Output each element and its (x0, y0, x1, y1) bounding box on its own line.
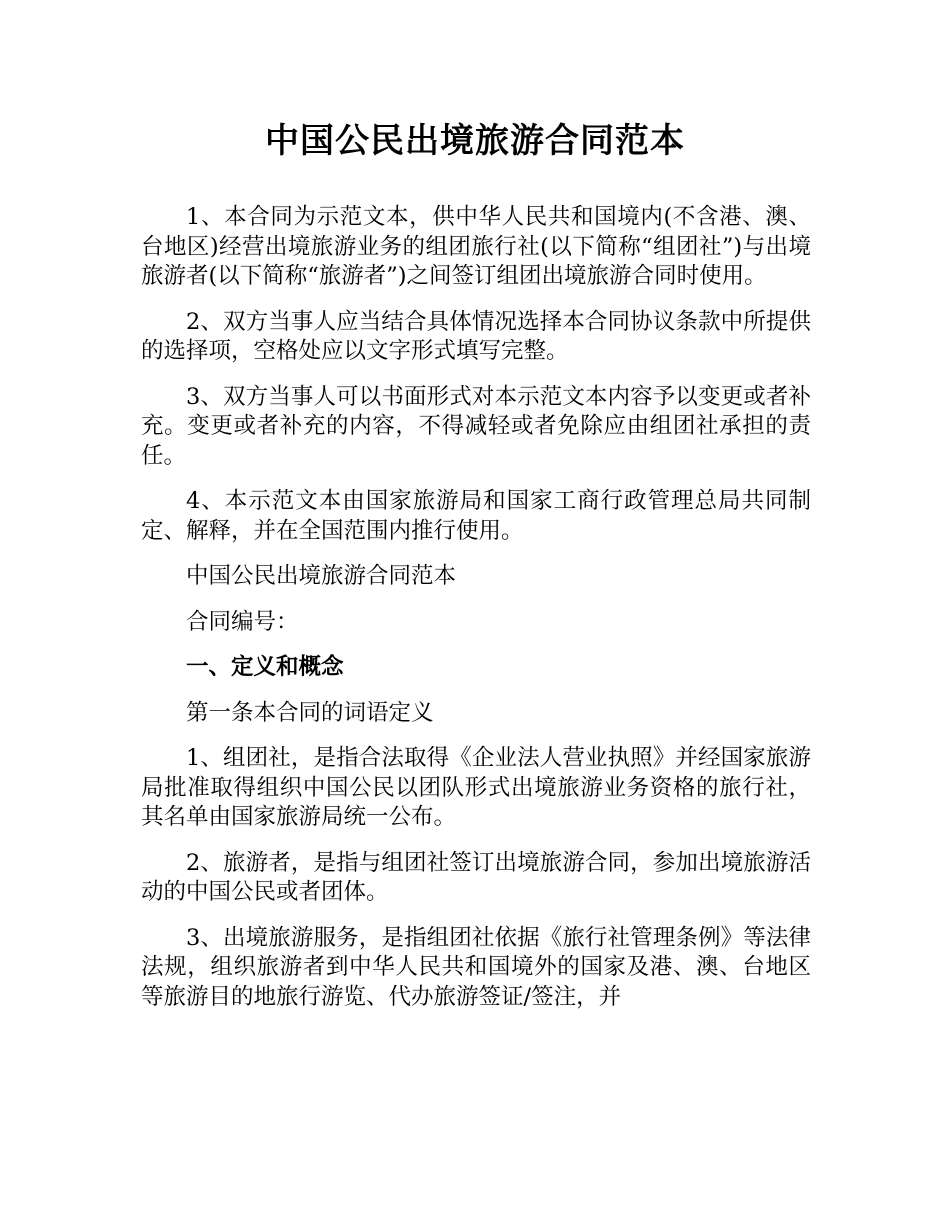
paragraph-instruction-4: 4、本示范文本由国家旅游局和国家工商行政管理总局共同制定、解释，并在全国范围内推行使用。 (141, 488, 811, 544)
definition-traveler: 2、旅游者，是指与组团社签订出境旅游合同，参加出境旅游活动的中国公民或者团体。 (141, 849, 811, 905)
paragraph-instruction-3: 3、双方当事人可以书面形式对本示范文本内容予以变更或者补充。变更或者补充的内容，不得减轻或者免除应由组团社承担的责任。 (141, 383, 811, 469)
paragraph-instruction-1: 1、本合同为示范文本，供中华人民共和国境内(不含港、澳、台地区)经营出境旅游业务的组团旅行社(以下简称“组团社”)与出境旅游者(以下简称“旅游者”)之间签订组团出境旅游合同时使用。 (141, 204, 811, 289)
section-heading-definitions: 一、定义和概念 (186, 654, 344, 680)
definition-travel-agency: 1、组团社，是指合法取得《企业法人营业执照》并经国家旅游局批准取得组织中国公民以团队形式出境旅游业务资格的旅行社，其名单由国家旅游局统一公布。 (141, 745, 811, 830)
contract-number-label: 合同编号： (186, 608, 299, 635)
paragraph-instruction-2: 2、双方当事人应当结合具体情况选择本合同协议条款中所提供的选择项，空格处应以文字形式填写完整。 (141, 308, 811, 364)
article-1-title: 第一条本合同的词语定义 (186, 699, 434, 726)
definition-outbound-service: 3、出境旅游服务，是指组团社依据《旅行社管理条例》等法律法规，组织旅游者到中华人民共和国境外的国家及港、澳、台地区等旅游目的地旅行游览、代办旅游签证/签注，并 (141, 924, 811, 1010)
document-body (141, 203, 811, 1028)
contract-subtitle: 中国公民出境旅游合同范本 (186, 563, 457, 589)
document-title: 中国公民出境旅游合同范本 (265, 121, 685, 161)
